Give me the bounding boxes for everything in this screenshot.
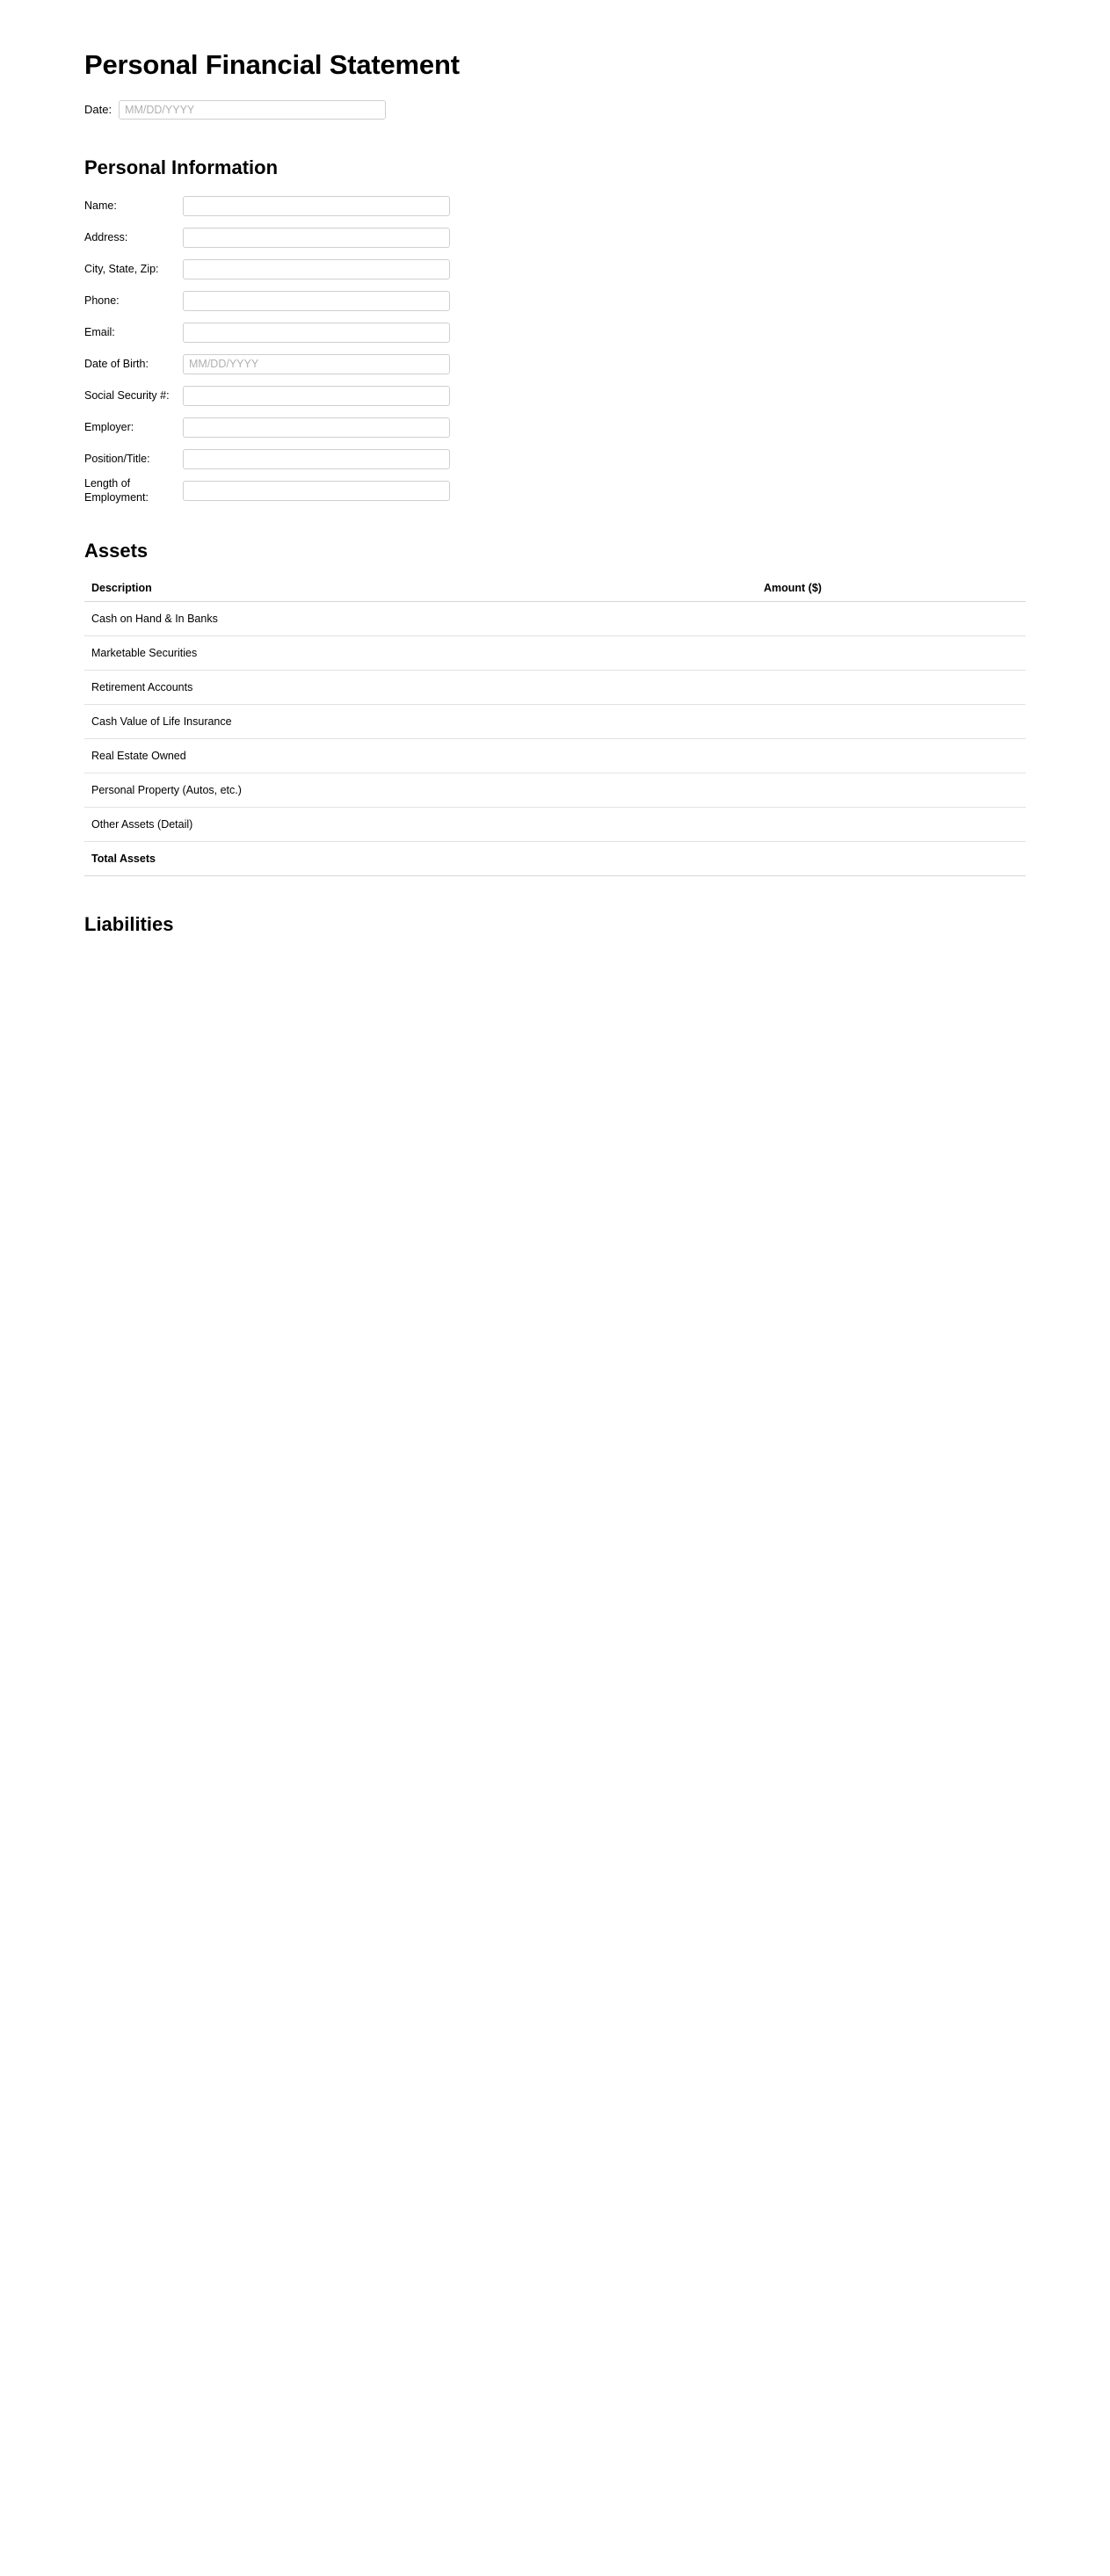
label-phone: Phone:	[84, 294, 120, 307]
field-row-date-of-birth	[84, 352, 1026, 376]
field-row-position-title	[84, 446, 1026, 471]
liabilities-heading: Liabilities	[84, 913, 174, 935]
date-row	[84, 100, 1026, 120]
assets-heading: Assets	[84, 540, 149, 562]
input-address[interactable]	[183, 228, 450, 248]
assets-total-row	[84, 842, 1026, 876]
input-phone[interactable]	[183, 291, 450, 311]
field-row-length-of-employment	[84, 478, 1026, 503]
assets-row-amount-cash-on-hand[interactable]	[757, 602, 1026, 636]
label-email: Email:	[84, 326, 115, 338]
assets-row-label-marketable-securities: Marketable Securities	[84, 636, 757, 671]
table-row	[84, 636, 1026, 671]
label-address: Address:	[84, 231, 128, 243]
assets-row-amount-marketable-securities[interactable]	[757, 636, 1026, 671]
field-row-social-security	[84, 383, 1026, 408]
assets-section	[84, 540, 1026, 876]
page-title: Personal Financial Statement	[84, 49, 460, 80]
assets-table-header-row	[84, 577, 1026, 602]
assets-table	[84, 577, 1026, 876]
field-row-name	[84, 193, 1026, 218]
assets-row-label-cash-value-life-insurance: Cash Value of Life Insurance	[84, 705, 757, 739]
assets-row-label-cash-on-hand: Cash on Hand & In Banks	[84, 602, 757, 636]
table-row	[84, 602, 1026, 636]
assets-row-label-retirement-accounts: Retirement Accounts	[84, 671, 757, 705]
table-row	[84, 808, 1026, 842]
date-input[interactable]	[119, 100, 386, 120]
label-city-state-zip: City, State, Zip:	[84, 263, 159, 275]
assets-row-amount-real-estate-owned[interactable]	[757, 739, 1026, 773]
label-social-security: Social Security #:	[84, 389, 170, 402]
field-row-employer	[84, 415, 1026, 439]
input-length-of-employment[interactable]	[183, 481, 450, 501]
input-city-state-zip[interactable]	[183, 259, 450, 279]
assets-row-label-personal-property: Personal Property (Autos, etc.)	[84, 773, 757, 808]
label-employer: Employer:	[84, 421, 134, 433]
table-row	[84, 671, 1026, 705]
input-date-of-birth[interactable]	[183, 354, 450, 374]
assets-total-label: Total Assets	[84, 842, 757, 876]
assets-column-description: Description	[84, 577, 757, 602]
assets-row-amount-other-assets[interactable]	[757, 808, 1026, 842]
assets-row-amount-cash-value-life-insurance[interactable]	[757, 705, 1026, 739]
table-row	[84, 705, 1026, 739]
assets-row-amount-personal-property[interactable]	[757, 773, 1026, 808]
personal-information-section	[84, 156, 1026, 503]
label-name: Name:	[84, 200, 117, 212]
assets-row-label-real-estate-owned: Real Estate Owned	[84, 739, 757, 773]
label-position-title: Position/Title:	[84, 453, 150, 465]
field-row-address	[84, 225, 1026, 250]
label-length-of-employment: Length of Employment:	[84, 477, 149, 504]
label-date-of-birth: Date of Birth:	[84, 358, 149, 370]
field-row-phone	[84, 288, 1026, 313]
table-row	[84, 773, 1026, 808]
assets-total-amount	[757, 842, 1026, 876]
field-row-email	[84, 320, 1026, 345]
input-position-title[interactable]	[183, 449, 450, 469]
personal-information-heading: Personal Information	[84, 156, 279, 178]
liabilities-section	[84, 913, 1026, 936]
assets-row-label-other-assets: Other Assets (Detail)	[84, 808, 757, 842]
input-social-security[interactable]	[183, 386, 450, 406]
assets-column-amount: Amount ($)	[757, 577, 1026, 602]
date-label: Date:	[84, 103, 112, 116]
input-name[interactable]	[183, 196, 450, 216]
input-employer[interactable]	[183, 417, 450, 438]
personal-information-fields	[84, 193, 1026, 503]
assets-row-amount-retirement-accounts[interactable]	[757, 671, 1026, 705]
input-email[interactable]	[183, 323, 450, 343]
field-row-city-state-zip	[84, 257, 1026, 281]
page-bottom-space	[84, 950, 1026, 2576]
table-row	[84, 739, 1026, 773]
